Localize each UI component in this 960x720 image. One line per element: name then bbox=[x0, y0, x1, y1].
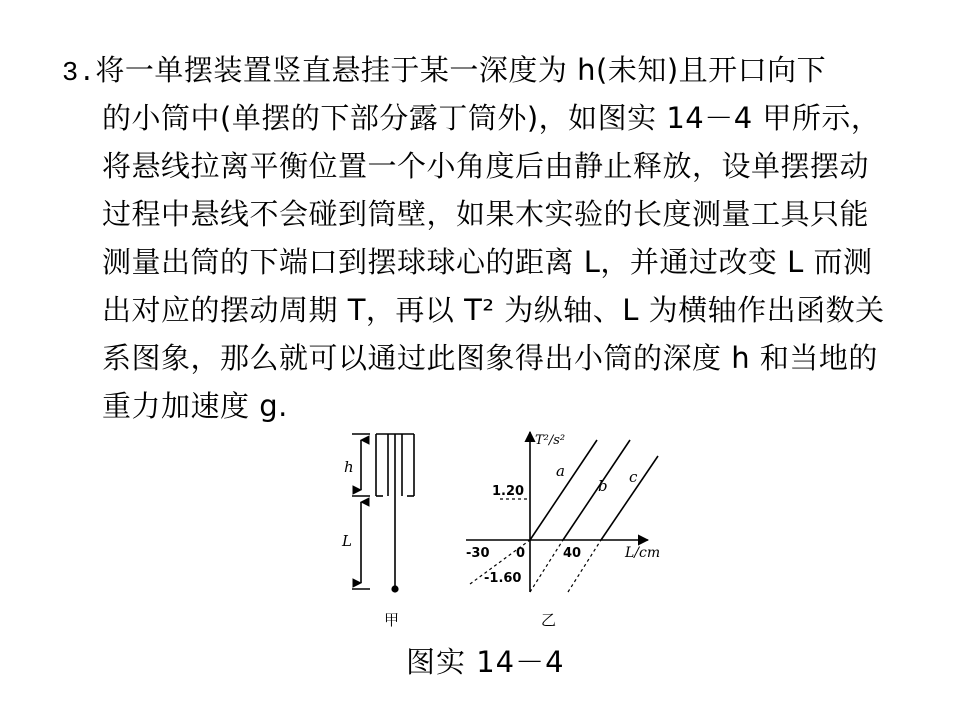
problem-line-7: 系图象，那么就可以通过此图象得出小筒的深度 h 和当地的 bbox=[102, 341, 878, 375]
line-a-dashed bbox=[470, 540, 530, 584]
problem-line-6: 出对应的摆动周期 T，再以 T² 为纵轴、L 为横轴作出函数关 bbox=[102, 293, 885, 327]
graph-x-label: L/cm bbox=[625, 545, 661, 561]
problem-line-1-text: 将一单摆装置竖直悬挂于某一深度为 h(未知)且开口向下 bbox=[95, 53, 827, 87]
problem-line-3: 将悬线拉离平衡位置一个小角度后由静止释放，设单摆摆动 bbox=[102, 149, 870, 183]
label-h: h bbox=[344, 458, 354, 476]
line-label-c: c bbox=[629, 468, 638, 486]
tick-label-120: 1.20 bbox=[492, 484, 525, 499]
problem-line-8: 重力加速度 g. bbox=[102, 389, 288, 423]
line-b-dashed bbox=[530, 540, 563, 592]
problem-number: 3. bbox=[62, 59, 96, 89]
line-c-dashed bbox=[568, 540, 601, 592]
graph-figure bbox=[466, 432, 661, 592]
tick-label-0: 0 bbox=[516, 546, 526, 561]
line-label-a: a bbox=[556, 462, 565, 480]
line-a bbox=[530, 440, 597, 540]
figure-caption: 图实 14－4 bbox=[406, 645, 565, 679]
line-c bbox=[601, 456, 658, 540]
tick-label-40: 40 bbox=[563, 546, 582, 561]
line-b bbox=[563, 440, 630, 540]
pendulum-bob bbox=[391, 585, 398, 592]
problem-line-1 bbox=[62, 46, 922, 94]
label-jia: 甲 bbox=[384, 611, 400, 629]
label-L: L bbox=[342, 532, 352, 550]
line-label-b: b bbox=[598, 477, 608, 495]
label-yi: 乙 bbox=[541, 611, 557, 629]
problem-line-2: 的小筒中(单摆的下部分露丁筒外)，如图实 14－4 甲所示， bbox=[102, 101, 881, 135]
pendulum-figure bbox=[352, 434, 414, 589]
graph-y-label: T²/s² bbox=[535, 433, 566, 448]
problem-line-4: 过程中悬线不会碰到筒壁，如果木实验的长度测量工具只能 bbox=[102, 197, 870, 231]
problem-line-5: 测量出筒的下端口到摆球球心的距离 L，并通过改变 L 而测 bbox=[102, 245, 873, 279]
tick-label-neg160: -1.60 bbox=[484, 571, 522, 586]
tick-label-neg30: -30 bbox=[466, 546, 490, 561]
problem-text bbox=[62, 46, 922, 430]
